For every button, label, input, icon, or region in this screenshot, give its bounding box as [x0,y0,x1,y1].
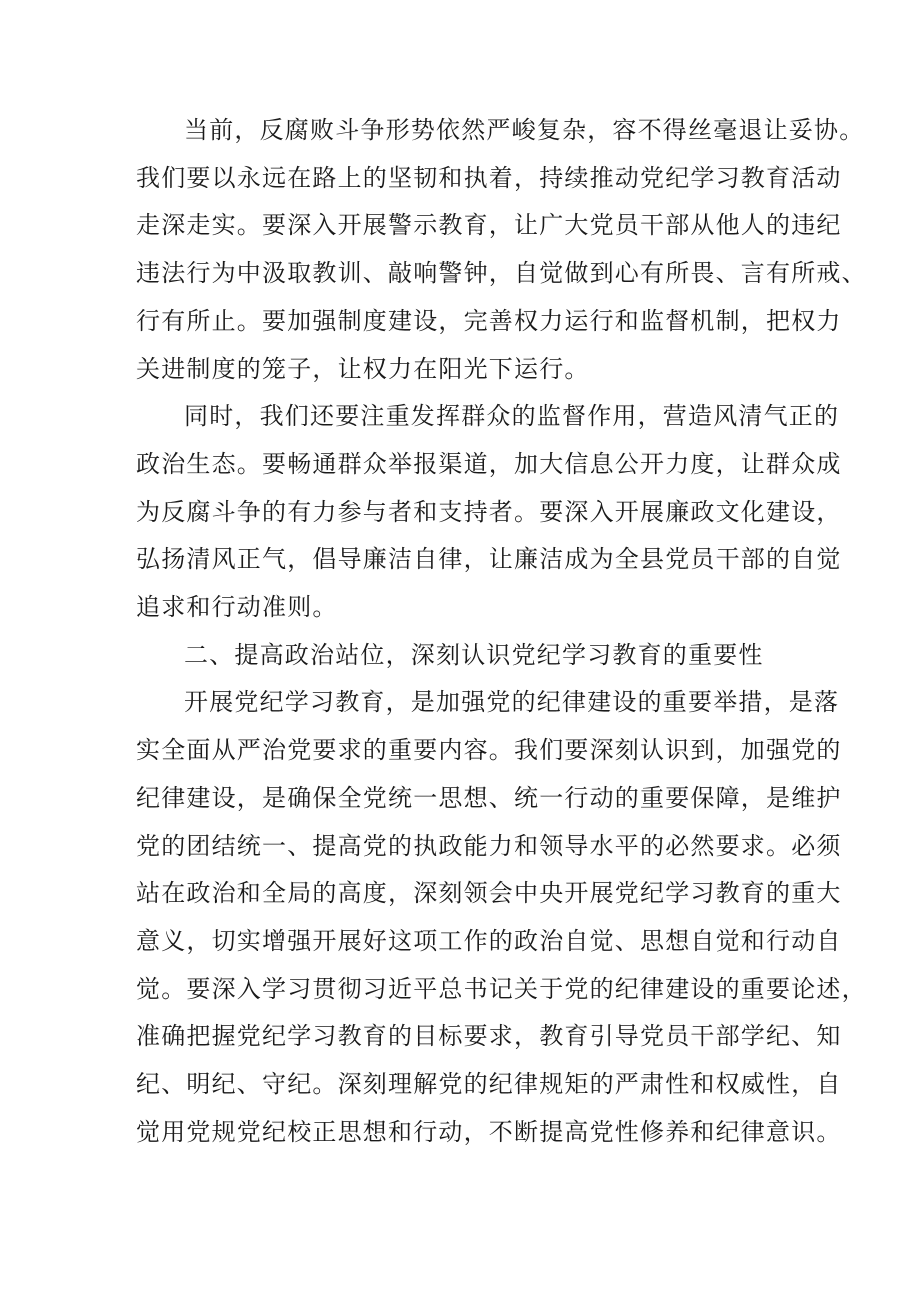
text-line: 政治生态。要畅通群众举报渠道，加大信息公开力度，让群众成 [136,449,842,478]
text-line: 觉用党规党纪校正思想和行动，不断提高党性修养和纪律意识。 [136,1117,842,1146]
text-line: 弘扬清风正气，倡导廉洁自律，让廉洁成为全县党员干部的自觉 [136,545,842,574]
text-line: 关进制度的笼子，让权力在阳光下运行。 [136,354,590,383]
section-heading-text: 二、提高政治站位，深刻认识党纪学习教育的重要性 [184,640,764,669]
text-line: 违法行为中汲取教训、敲响警钟，自觉做到心有所畏、言有所戒、 [136,259,867,288]
section-heading [136,632,786,680]
paragraph-public-supervision [136,393,842,632]
document-body [136,107,867,1156]
paragraph-anticorruption [136,107,867,393]
text-line: 觉。要深入学习贯彻习近平总书记关于党的纪律建设的重要论述， [136,974,867,1003]
text-line: 追求和行动准则。 [136,593,338,622]
text-line: 纪、明纪、守纪。深刻理解党的纪律规矩的严肃性和权威性，自 [136,1070,842,1099]
paragraph-party-discipline [136,679,867,1156]
text-line: 开展党纪学习教育，是加强党的纪律建设的重要举措，是落 [184,688,840,717]
text-line: 意义，切实增强开展好这项工作的政治自觉、思想自觉和行动自 [136,926,842,955]
text-line: 实全面从严治党要求的重要内容。我们要深刻认识到，加强党的 [136,736,842,765]
text-line: 我们要以永远在路上的坚韧和执着，持续推动党纪学习教育活动 [136,163,842,192]
text-line: 为反腐斗争的有力参与者和支持者。要深入开展廉政文化建设， [136,497,842,526]
text-line: 走深走实。要深入开展警示教育，让广大党员干部从他人的违纪 [136,211,842,240]
text-line: 行有所止。要加强制度建设，完善权力运行和监督机制，把权力 [136,306,842,335]
text-line: 纪律建设，是确保全党统一思想、统一行动的重要保障，是维护 [136,783,842,812]
text-line: 当前，反腐败斗争形势依然严峻复杂，容不得丝毫退让妥协。 [184,116,865,144]
text-line: 同时，我们还要注重发挥群众的监督作用，营造风清气正的 [184,402,840,431]
text-line: 准确把握党纪学习教育的目标要求，教育引导党员干部学纪、知 [136,1022,842,1051]
text-line: 站在政治和全局的高度，深刻领会中央开展党纪学习教育的重大 [136,879,842,908]
text-line: 党的团结统一、提高党的执政能力和领导水平的必然要求。必须 [136,831,842,860]
